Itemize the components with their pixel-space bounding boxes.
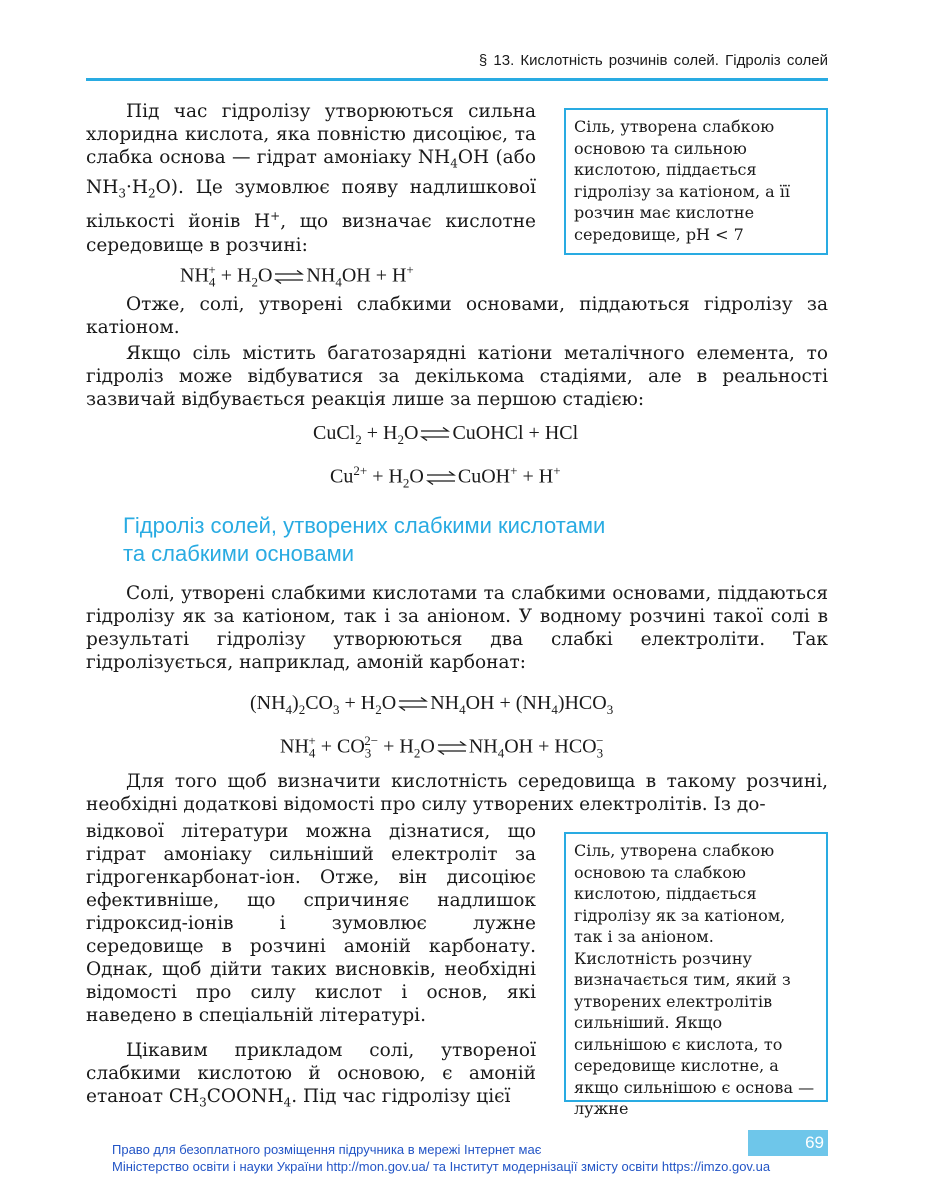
equation-1: $NH_4^+ + H_2O$ $NH_4OH + H^+$ bbox=[180, 262, 414, 290]
equation-5: $NH_4^+ + CO_3^{2-} + H_2O$ $NH_4OH + HCO_3^-$ bbox=[280, 733, 604, 761]
p1-text-a: Під час гідролізу утворюються сильна хлоридна кислота, яка повністю дисоціює, та слабка основа — гідрат амоніаку NH bbox=[86, 101, 536, 168]
equilibrium-arrow-icon bbox=[420, 427, 450, 441]
footer-line-2: Міністерство освіти і науки України http://mon.gov.ua/ та Інститут модернізації змісту освіти https://imzo.gov.ua bbox=[112, 1159, 771, 1174]
p1-text-b: OH (або NH bbox=[86, 147, 536, 198]
equilibrium-arrow-icon bbox=[398, 697, 428, 711]
paragraph-5: Для того щоб визначити кислотність середовища в такому розчині, необхідні додаткові відомості про силу утворених електролітів. Із до- bbox=[86, 771, 828, 815]
equilibrium-arrow-icon bbox=[426, 471, 456, 485]
paragraph-5-continued: відкової літератури можна дізнатися, що гідрат амоніаку сильніший електроліт за гідрогенкарбонат-іон. Отже, він дисоціює ефективніше, що спричиняє надлишок гідроксид-іонів і зумовлює лужне середовище в розчині амоній карбонату. Однак, щоб дійти таких висновків, необхідні відомості про силу кислот і основ, які наведено в спеціальній літературі. bbox=[86, 821, 536, 1026]
section-heading-line-2: та слабкими основами bbox=[123, 541, 354, 566]
p1-text-d: O). Це зумовлює появу надлишкової кількості йонів H bbox=[86, 176, 536, 233]
equation-4: $(NH_4)_2CO_3 + H_2O$ $NH_4OH + (NH_4)HCO_3$ bbox=[250, 692, 614, 717]
p1-text-e: , що визначає кислотне середовище в розчині: bbox=[86, 211, 536, 256]
equilibrium-arrow-icon bbox=[437, 741, 467, 755]
equation-3: $Cu^{2+} + H_2O$ CuOH+ + H+ bbox=[330, 463, 561, 491]
header-rule bbox=[86, 78, 828, 81]
side-note-1: Сіль, утворена слабкою основою та сильною кислотою, піддається гідролізу за катіоном, а її розчин має кислотне середовище, pH < 7 bbox=[564, 108, 828, 255]
paragraph-6: Цікавим прикладом солі, утвореної слабкими кислотою й основою, є амоній етаноат $CH_3COONH_4$. Під час гідролізу цієї bbox=[86, 1040, 536, 1110]
p1-text-c: ·H bbox=[125, 176, 148, 198]
paragraph-3: Якщо сіль містить багатозарядні катіони металічного елемента, то гідроліз може відбуватися за декількома стадіями, але в реальності зазвичай відбувається реакція лише за першою стадією: bbox=[86, 343, 828, 410]
paragraph-2: Отже, солі, утворені слабкими основами, піддаються гідролізу за катіоном. bbox=[86, 294, 828, 338]
equation-2: CuCl$_2$ + $H_2O$ CuOHCl + HCl bbox=[313, 422, 579, 447]
paragraph-4: Солі, утворені слабкими кислотами та слабкими основами, піддаються гідролізу як за катіоном, так і за аніоном. У водному розчині такої солі в результаті гідролізу утворюються два слабкі електроліти. Так гідролізується, наприклад, амоній карбонат: bbox=[86, 583, 828, 673]
side-note-2: Сіль, утворена слабкою основою та слабкою кислотою, піддається гідролізу як за катіоном, так і за аніоном. Кислотність розчину визначається тим, який з утворених електролітів сильніший. Якщо сильнішою є кислота, то середовище кислотне, а якщо сильнішою є основа — лужне bbox=[564, 832, 828, 1102]
section-heading-line-1: Гідроліз солей, утворених слабкими кислотами bbox=[123, 513, 606, 538]
equilibrium-arrow-icon bbox=[274, 270, 304, 284]
running-header: § 13. Кислотність розчинів солей. Гідроліз солей bbox=[478, 52, 828, 69]
paragraph-1: Під час гідролізу утворюються сильна хлоридна кислота, яка повністю дисоціює, та слабка основа — гідрат амоніаку $NH_4OH$ (або $NH_3\cdot H_2O$). Це зумовлює появу надлишкової кількості йонів H+, що визначає кислотне середовище в розчині: bbox=[86, 101, 536, 256]
page-number: 69 bbox=[805, 1133, 824, 1152]
footer-line-1: Право для безоплатного розміщення підручника в мережі Інтернет має bbox=[112, 1142, 542, 1157]
section-heading bbox=[123, 512, 743, 568]
